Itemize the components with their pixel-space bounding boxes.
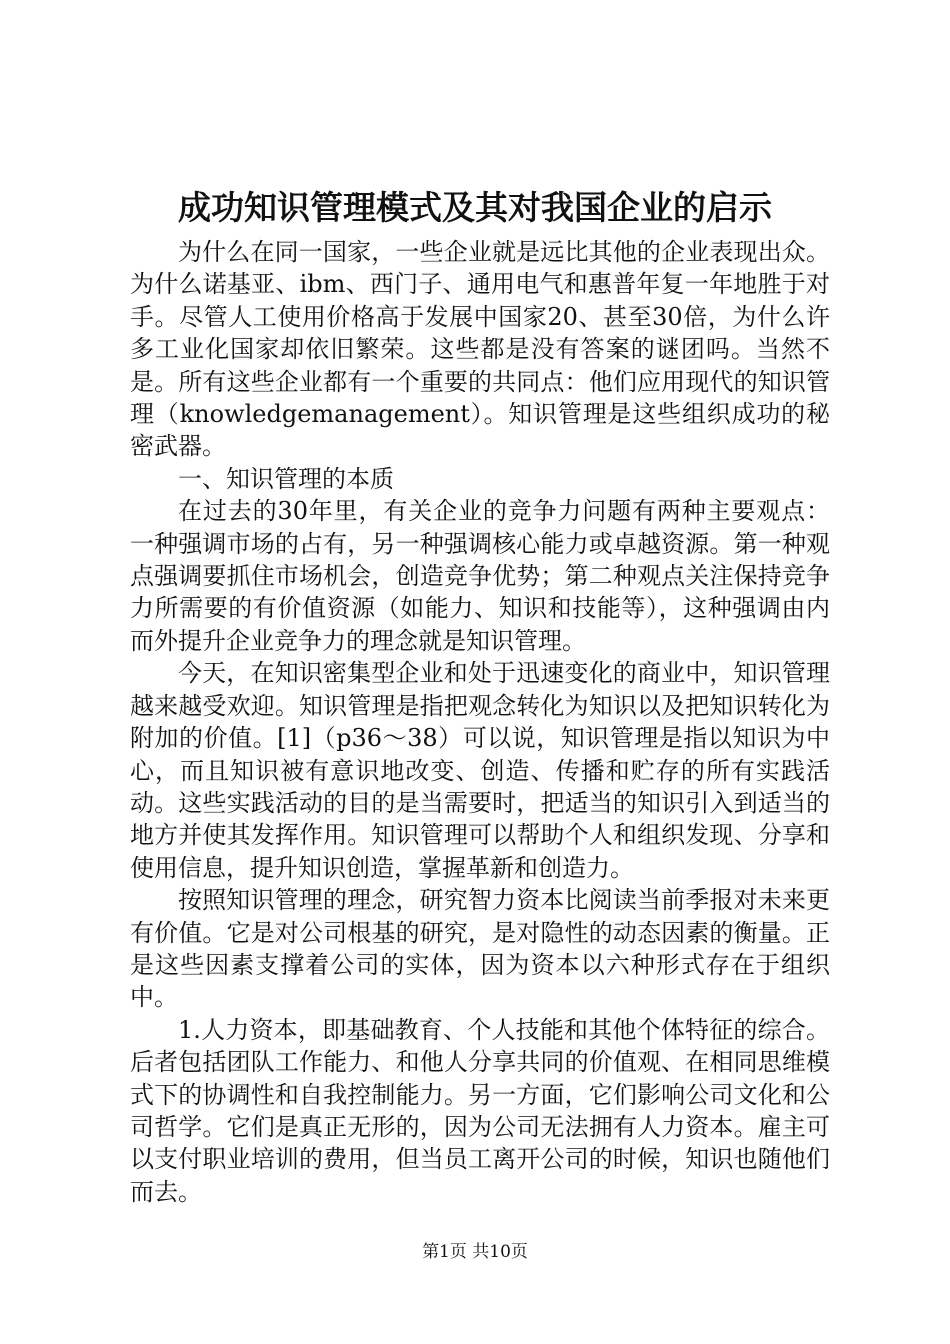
document-body — [130, 236, 830, 1208]
paragraph-human-capital: 1.人力资本，即基础教育、个人技能和其他个体特征的综合。后者包括团队工作能力、和他人分享共同的价值观、在相同思维模式下的协调性和自我控制能力。另一方面，它们影响公司文化和公司哲学。它们是真正无形的，因为公司无法拥有人力资本。雇主可以支付职业培训的费用，但当员工离开公司的时候，知识也随他们而去。 — [130, 1015, 830, 1206]
section-heading: 一、知识管理的本质 — [178, 464, 394, 493]
page-footer: 第1页 共10页 — [422, 1242, 528, 1262]
paragraph-definition: 今天，在知识密集型企业和处于迅速变化的商业中，知识管理越来越受欢迎。知识管理是指把观念转化为知识以及把知识转化为附加的价值。[1]（p36～38）可以说，知识管理是指以知识为中心，而且知识被有意识地改变、创造、传播和贮存的所有实践活动。这些实践活动的目的是当需要时，把适当的知识引入到适当的地方并使其发挥作用。知识管理可以帮助个人和组织发现、分享和使用信息，提升知识创造，掌握革新和创造力。 — [130, 659, 830, 882]
paragraph-intellectual-capital: 按照知识管理的理念，研究智力资本比阅读当前季报对未来更有价值。它是对公司根基的研究，是对隐性的动态因素的衡量。正是这些因素支撑着公司的实体，因为资本以六种形式存在于组织中。 — [130, 886, 830, 1012]
document-title: 成功知识管理模式及其对我国企业的启示 — [178, 188, 772, 227]
paragraph-intro: 为什么在同一国家，一些企业就是远比其他的企业表现出众。为什么诺基亚、ibm、西门子、通用电气和惠普年复一年地胜于对手。尽管人工使用价格高于发展中国家20、甚至30倍，为什么许多工业化国家却依旧繁荣。这些都是没有答案的谜团吗。当然不是。所有这些企业都有一个重要的共同点：他们应用现代的知识管理（knowledgemanagement）。知识管理是这些组织成功的秘密武器。 — [130, 238, 830, 461]
paragraph-competitiveness: 在过去的30年里，有关企业的竞争力问题有两种主要观点：一种强调市场的占有，另一种强调核心能力或卓越资源。第一种观点强调要抓住市场机会，创造竞争优势；第二种观点关注保持竞争力所需要的有价值资源（如能力、知识和技能等），这种强调由内而外提升企业竞争力的理念就是知识管理。 — [130, 497, 830, 655]
